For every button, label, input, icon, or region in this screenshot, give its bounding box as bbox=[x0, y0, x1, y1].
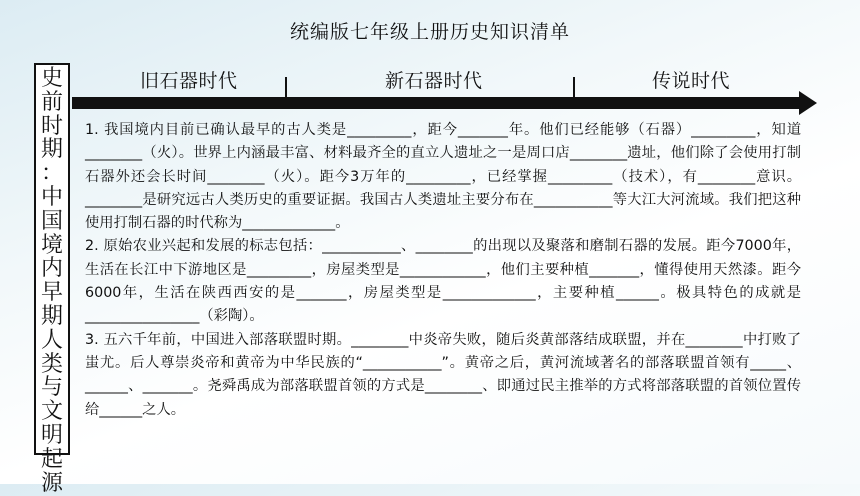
sidebar-char: 明 bbox=[40, 422, 63, 448]
sidebar-char: ： bbox=[40, 161, 63, 187]
timeline-divider bbox=[573, 77, 575, 99]
sidebar-char: 起 bbox=[40, 446, 63, 472]
knowledge-paragraph-2: 2. 原始农业兴起和发展的标志包括：___________、________的出现以及聚落和磨制石器的发展。距今7000年，生活在长江中下游地区是_________，房屋类型是____________，他们主要种植_______，懂得使用天然漆。距今6000年，生活在陕西西安的是_______，房屋类型是_____________，主要种植______。极具特色的成就是________________（彩陶）。 bbox=[85, 238, 801, 325]
sidebar-char: 源 bbox=[40, 470, 63, 496]
timeline-arrow-line bbox=[72, 97, 802, 109]
sidebar-char: 类 bbox=[40, 351, 63, 377]
sidebar-char: 文 bbox=[40, 399, 63, 425]
sidebar-char: 人 bbox=[40, 327, 63, 353]
sidebar-char: 与 bbox=[40, 375, 63, 401]
knowledge-list bbox=[85, 119, 801, 422]
timeline-arrow-head-icon bbox=[799, 91, 817, 115]
sidebar-char: 中 bbox=[40, 184, 63, 210]
knowledge-paragraph-1: 1. 我国境内目前已确认最早的古人类是_________，距今_______年。他们已经能够（石器）_________，知道________（火）。世界上内涵最丰富、材料最齐全的直立人遗址之一是周口店________遗址，他们除了会使用打制石器外还会长时间________（火）。距今3万年的_________，已经掌握_________（技术），有________意识。________是研究远古人类历史的重要证据。我国古人类遗址主要分布在___________等大江大河流域。我们把这种使用打制石器的时代称为_____________。 bbox=[85, 122, 801, 232]
sidebar-char: 前 bbox=[40, 89, 63, 115]
sidebar-char: 内 bbox=[40, 256, 63, 282]
sidebar-char: 国 bbox=[40, 208, 63, 234]
timeline-divider bbox=[285, 77, 287, 99]
sidebar-char: 期 bbox=[40, 303, 63, 329]
sidebar-char: 史 bbox=[40, 66, 63, 91]
sidebar-vertical-title bbox=[34, 63, 70, 496]
sidebar-char: 早 bbox=[40, 280, 63, 306]
era-label-legendary: 传说时代 bbox=[652, 70, 731, 92]
sidebar-char: 时 bbox=[40, 113, 63, 139]
page-title: 统编版七年级上册历史知识清单 bbox=[289, 21, 570, 43]
sidebar-char: 境 bbox=[40, 232, 63, 258]
era-label-paleolithic: 旧石器时代 bbox=[140, 70, 238, 92]
sidebar-char: 期 bbox=[40, 137, 63, 163]
era-label-neolithic: 新石器时代 bbox=[385, 70, 483, 92]
knowledge-paragraph-3: 3. 五六千年前，中国进入部落联盟时期。________中炎帝失败，随后炎黄部落结成联盟，并在________中打败了蚩尤。后人尊崇炎帝和黄帝为中华民族的“___________”。黄帝之后，黄河流域著名的部落联盟首领有_____、______、_______。尧舜禹成为部落联盟首领的方式是________、即通过民主推举的方式将部落联盟的首领位置传给______之人。 bbox=[85, 331, 801, 418]
